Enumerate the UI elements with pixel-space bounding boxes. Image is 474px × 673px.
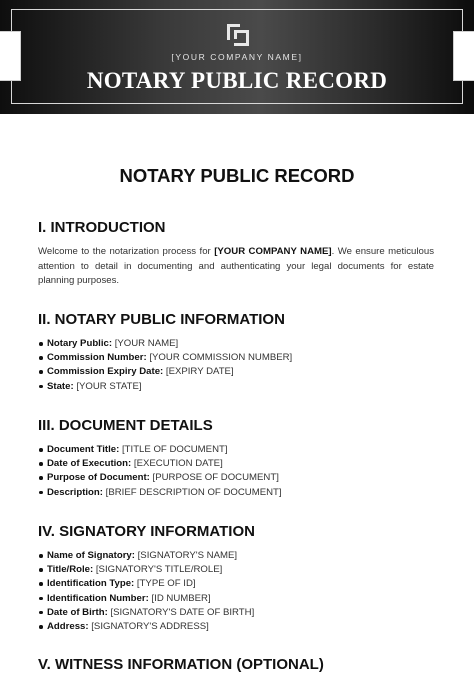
list-item: Address: [SIGNATORY'S ADDRESS] [38,620,438,634]
document-title: NOTARY PUBLIC RECORD [119,165,355,186]
section-heading-signatory-info: IV. SIGNATORY INFORMATION [38,523,255,540]
list-item: Name of Signatory: [SIGNATORY'S NAME] [38,549,438,563]
list-item: Commission Expiry Date: [EXPIRY DATE] [38,365,438,379]
section-heading-introduction: I. INTRODUCTION [38,219,166,236]
list-item: Document Title: [TITLE OF DOCUMENT] [38,443,438,457]
list-item: Commission Number: [YOUR COMMISSION NUMBER] [38,351,438,365]
signatory-info-list [38,549,438,634]
section-heading-notary-info: II. NOTARY PUBLIC INFORMATION [38,311,285,328]
company-name: [YOUR COMPANY NAME] [171,52,303,62]
section-heading-witness-info: V. WITNESS INFORMATION (OPTIONAL) [38,656,324,673]
section-heading-document-details: III. DOCUMENT DETAILS [38,417,213,434]
list-item: Date of Execution: [EXECUTION DATE] [38,457,438,471]
list-item: Date of Birth: [SIGNATORY'S DATE OF BIRTH] [38,606,438,620]
list-item: Identification Type: [TYPE OF ID] [38,577,438,591]
list-item: Description: [BRIEF DESCRIPTION OF DOCUMENT] [38,486,438,500]
introduction-paragraph: Welcome to the notarization process for [YOUR COMPANY NAME]. We ensure meticulous attention to detail in documenting and authenticating your legal documents for estate planning purposes. [38,246,434,286]
list-item: Purpose of Document: [PURPOSE OF DOCUMENT] [38,471,438,485]
company-logo-icon [225,22,251,48]
list-item: Title/Role: [SIGNATORY'S TITLE/ROLE] [38,563,438,577]
list-item: State: [YOUR STATE] [38,380,438,394]
list-item: Notary Public: [YOUR NAME] [38,337,438,351]
document-details-list [38,443,438,500]
list-item: Identification Number: [ID NUMBER] [38,592,438,606]
header-banner [0,0,474,114]
header-title: NOTARY PUBLIC RECORD [86,68,388,93]
notary-info-list [38,337,438,394]
company-name-placeholder: [YOUR COMPANY NAME] [214,246,332,257]
